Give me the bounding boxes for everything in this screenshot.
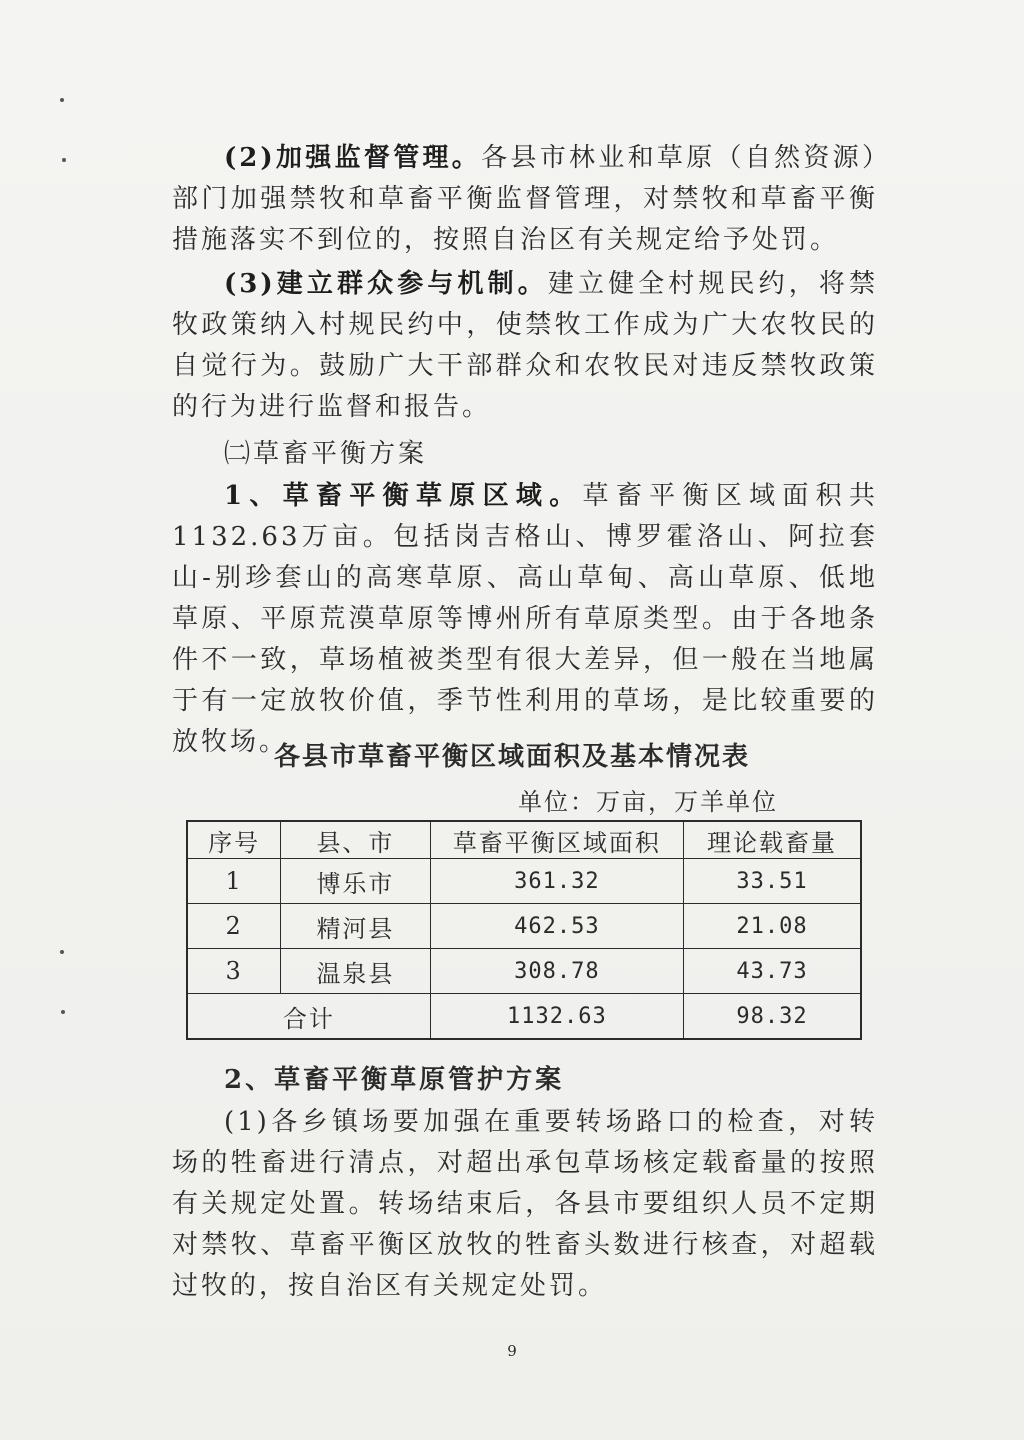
column-header-capacity: 理论载畜量 bbox=[683, 821, 861, 859]
paragraph-transfer-inspection: (1)各乡镇场要加强在重要转场路口的检查，对转场的牲畜进行清点，对超出承包草场核定载畜量的按照有关规定处置。转场结束后，各县市要组织人员不定期对禁牧、草畜平衡区放牧的牲畜头数进行核查，对超载过牧的，按自治区有关规定处罚。 bbox=[172, 1107, 878, 1301]
table-unit: 单位：万亩，万羊单位 bbox=[518, 788, 778, 816]
scan-mark bbox=[62, 158, 66, 162]
column-header-county: 县、市 bbox=[281, 821, 431, 859]
cell-no: 3 bbox=[187, 949, 281, 994]
cell-total-label: 合计 bbox=[187, 994, 430, 1040]
cell-county: 精河县 bbox=[281, 904, 431, 949]
page-number: 9 bbox=[507, 1342, 517, 1360]
cell-area: 462.53 bbox=[430, 904, 683, 949]
column-header-no: 序号 bbox=[187, 821, 281, 859]
cell-capacity: 43.73 bbox=[683, 949, 861, 994]
balance-area-table bbox=[186, 820, 862, 1040]
table-row bbox=[187, 949, 861, 994]
cell-total-capacity: 98.32 bbox=[683, 994, 861, 1040]
paragraph-balance-region-heading: 1、草畜平衡草原区域。 bbox=[224, 481, 583, 511]
paragraph-supervision-body: 各县市林业和草原（自然资源）部门加强禁牧和草畜平衡监督管理，对禁牧和草畜平衡措施落实不到位的，按照自治区有关规定给予处罚。 bbox=[172, 143, 878, 255]
table-row bbox=[187, 859, 861, 904]
cell-county: 温泉县 bbox=[281, 949, 431, 994]
table-title: 各县市草畜平衡区域面积及基本情况表 bbox=[273, 742, 750, 772]
section-heading-balance-plan: ㈡草畜平衡方案 bbox=[224, 439, 428, 469]
paragraph-public-participation-heading: (3)建立群众参与机制。 bbox=[224, 269, 548, 299]
paragraph-balance-region-body: 草畜平衡区域面积共1132.63万亩。包括岗吉格山、博罗霍洛山、阿拉套山-别珍套山的高寒草原、高山草甸、高山草原、低地草原、平原荒漠草原等博州所有草原类型。由于各地条件不一致，草场植被类型有很大差异，但一般在当地属于有一定放牧价值，季节性利用的草场，是比较重要的放牧场。 bbox=[172, 481, 878, 757]
cell-county: 博乐市 bbox=[281, 859, 431, 904]
cell-area: 361.32 bbox=[430, 859, 683, 904]
table-row bbox=[187, 904, 861, 949]
cell-area: 308.78 bbox=[430, 949, 683, 994]
paragraph-public-participation-body: 建立健全村规民约，将禁牧政策纳入村规民约中，使禁牧工作成为广大农牧民的自觉行为。鼓励广大干部群众和农牧民对违反禁牧政策的行为进行监督和报告。 bbox=[172, 269, 878, 422]
cell-no: 1 bbox=[187, 859, 281, 904]
column-header-area: 草畜平衡区域面积 bbox=[430, 821, 683, 859]
section-heading-protection-plan: 2、草畜平衡草原管护方案 bbox=[224, 1065, 565, 1095]
scan-mark bbox=[61, 1010, 65, 1014]
cell-no: 2 bbox=[187, 904, 281, 949]
cell-capacity: 33.51 bbox=[683, 859, 861, 904]
scan-mark bbox=[60, 950, 64, 954]
scan-mark bbox=[60, 98, 64, 102]
paragraph-balance-region bbox=[172, 476, 878, 763]
cell-total-area: 1132.63 bbox=[430, 994, 683, 1040]
paragraph-supervision bbox=[172, 138, 878, 261]
paragraph-public-participation bbox=[172, 264, 878, 428]
cell-capacity: 21.08 bbox=[683, 904, 861, 949]
table-header-row bbox=[187, 821, 861, 859]
table-total-row bbox=[187, 994, 861, 1040]
paragraph-supervision-heading: (2)加强监督管理。 bbox=[224, 143, 482, 173]
